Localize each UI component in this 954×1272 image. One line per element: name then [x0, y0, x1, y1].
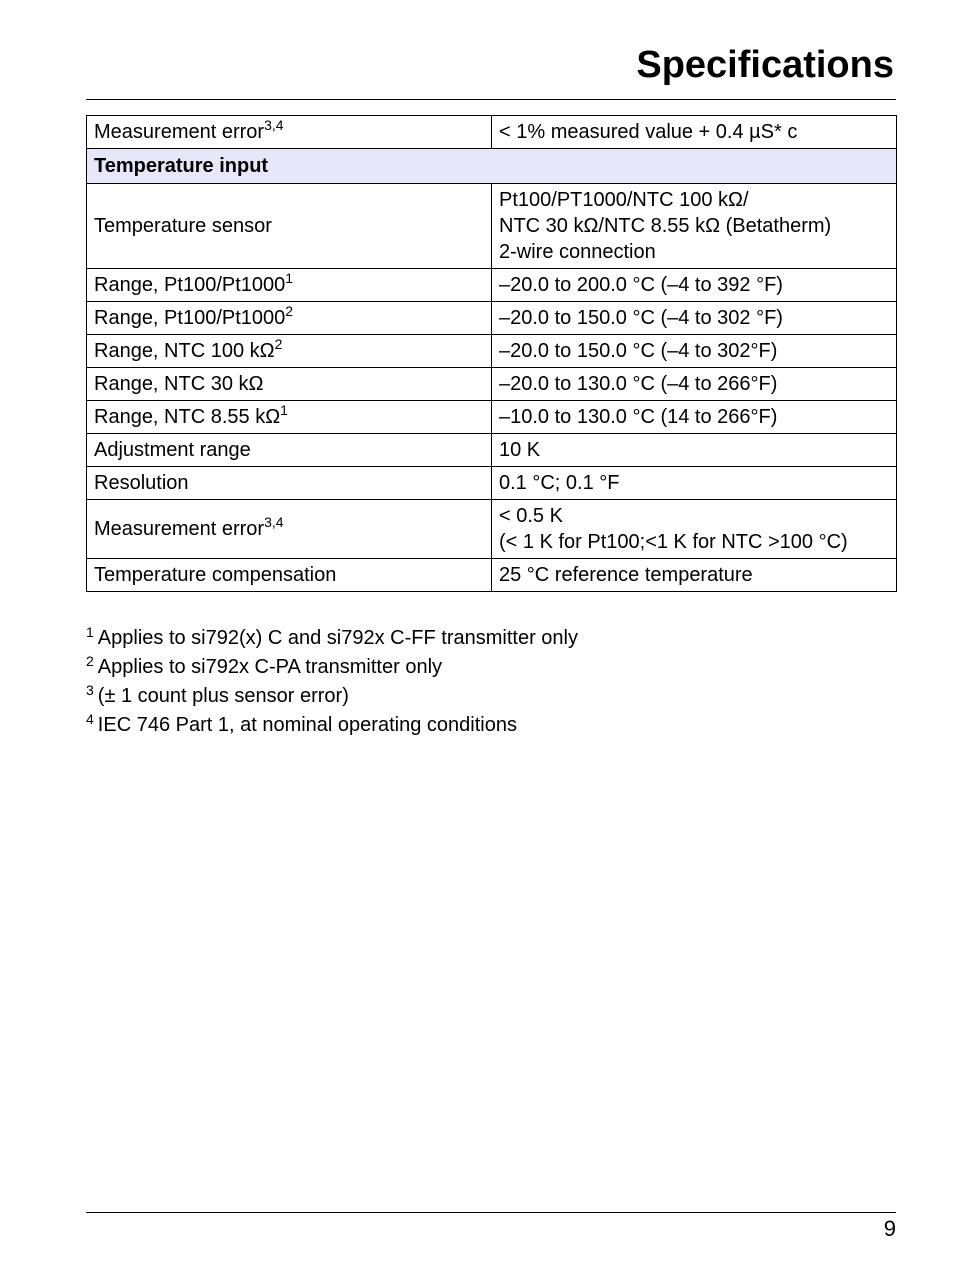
footnote-text: Applies to si792x C-PA transmitter only [97, 656, 443, 678]
spec-value-line: 10 K [499, 439, 541, 461]
footnote-reference: 1 [280, 402, 288, 418]
spec-value-cell [492, 434, 897, 467]
spec-label-cell [87, 269, 492, 302]
table-row [87, 467, 897, 500]
spec-label: Measurement error [94, 518, 265, 540]
table-row [87, 302, 897, 335]
spec-label: Range, NTC 8.55 kΩ [94, 406, 281, 428]
spec-value-cell [492, 401, 897, 434]
spec-value-line: –20.0 to 130.0 °C (–4 to 266°F) [499, 373, 778, 395]
page-title: Specifications [636, 44, 894, 86]
spec-value-cell [492, 269, 897, 302]
spec-label-cell [87, 368, 492, 401]
section-header-label: Temperature input [87, 149, 897, 184]
spec-label: Measurement error [94, 121, 265, 143]
footnote-text: Applies to si792(x) C and si792x C-FF transmitter only [97, 627, 578, 649]
spec-value-cell [492, 302, 897, 335]
spec-label-cell [87, 559, 492, 592]
spec-value-line: NTC 30 kΩ/NTC 8.55 kΩ (Betatherm) [499, 215, 832, 237]
spec-label-cell [87, 401, 492, 434]
spec-label-cell [87, 184, 492, 269]
footer-divider [86, 1212, 896, 1213]
footnote-text: IEC 746 Part 1, at nominal operating conditions [97, 714, 517, 736]
spec-label-cell [87, 467, 492, 500]
footnote-reference: 3,4 [264, 514, 284, 530]
spec-label-cell [87, 302, 492, 335]
footnote-reference: 1 [285, 270, 294, 286]
spec-label: Temperature compensation [94, 564, 337, 586]
footnote [86, 682, 578, 711]
spec-value-line: –20.0 to 150.0 °C (–4 to 302°F) [499, 340, 778, 362]
spec-value-line: –20.0 to 150.0 °C (–4 to 302 °F) [499, 307, 783, 329]
table-row [87, 269, 897, 302]
spec-label: Range, Pt100/Pt1000 [94, 274, 286, 296]
spec-label-cell [87, 116, 492, 149]
spec-value-line: Pt100/PT1000/NTC 100 kΩ/ [499, 189, 749, 211]
spec-value-line: < 1% measured value + 0.4 µS* c [499, 121, 798, 143]
footnote [86, 653, 578, 682]
footnote-reference: 3,4 [264, 117, 284, 133]
spec-value-line: 0.1 °C; 0.1 °F [499, 472, 620, 494]
spec-value-cell [492, 335, 897, 368]
spec-label-cell [87, 335, 492, 368]
section-header-row [87, 149, 897, 184]
table-row [87, 368, 897, 401]
spec-label: Range, NTC 100 kΩ [94, 340, 275, 362]
spec-value-cell [492, 467, 897, 500]
footnote [86, 711, 578, 740]
spec-value-line: (< 1 K for Pt100;<1 K for NTC >100 °C) [499, 531, 848, 553]
footnote-marker: 1 [86, 624, 94, 640]
spec-value-line: < 0.5 K [499, 505, 563, 527]
footnote-marker: 3 [86, 682, 94, 698]
spec-value-cell [492, 184, 897, 269]
spec-value-line: 2-wire connection [499, 241, 656, 263]
spec-value-line: –10.0 to 130.0 °C (14 to 266°F) [499, 406, 778, 428]
footnotes [86, 624, 578, 740]
spec-label: Adjustment range [94, 439, 251, 461]
specifications-table [86, 115, 897, 592]
header-divider [86, 99, 896, 100]
table-row [87, 335, 897, 368]
table-row [87, 116, 897, 149]
spec-label: Temperature sensor [94, 215, 272, 237]
spec-value-cell [492, 368, 897, 401]
spec-value-line: –20.0 to 200.0 °C (–4 to 392 °F) [499, 274, 783, 296]
footnote-reference: 2 [285, 303, 294, 319]
spec-label-cell [87, 434, 492, 467]
spec-value-cell [492, 559, 897, 592]
spec-label-cell [87, 500, 492, 559]
footnote-marker: 2 [86, 653, 94, 669]
footnote-text: (± 1 count plus sensor error) [97, 685, 349, 707]
spec-label: Range, Pt100/Pt1000 [94, 307, 286, 329]
spec-label: Range, NTC 30 kΩ [94, 373, 264, 395]
spec-label: Resolution [94, 472, 189, 494]
footnote-reference: 2 [274, 336, 283, 352]
spec-value-cell [492, 500, 897, 559]
table-row [87, 434, 897, 467]
footnote [86, 624, 578, 653]
spec-value-cell [492, 116, 897, 149]
spec-value-line: 25 °C reference temperature [499, 564, 753, 586]
table-row [87, 500, 897, 559]
page-number: 9 [883, 1216, 896, 1241]
footnote-marker: 4 [86, 711, 94, 727]
table-row [87, 559, 897, 592]
table-row [87, 184, 897, 269]
table-row [87, 401, 897, 434]
